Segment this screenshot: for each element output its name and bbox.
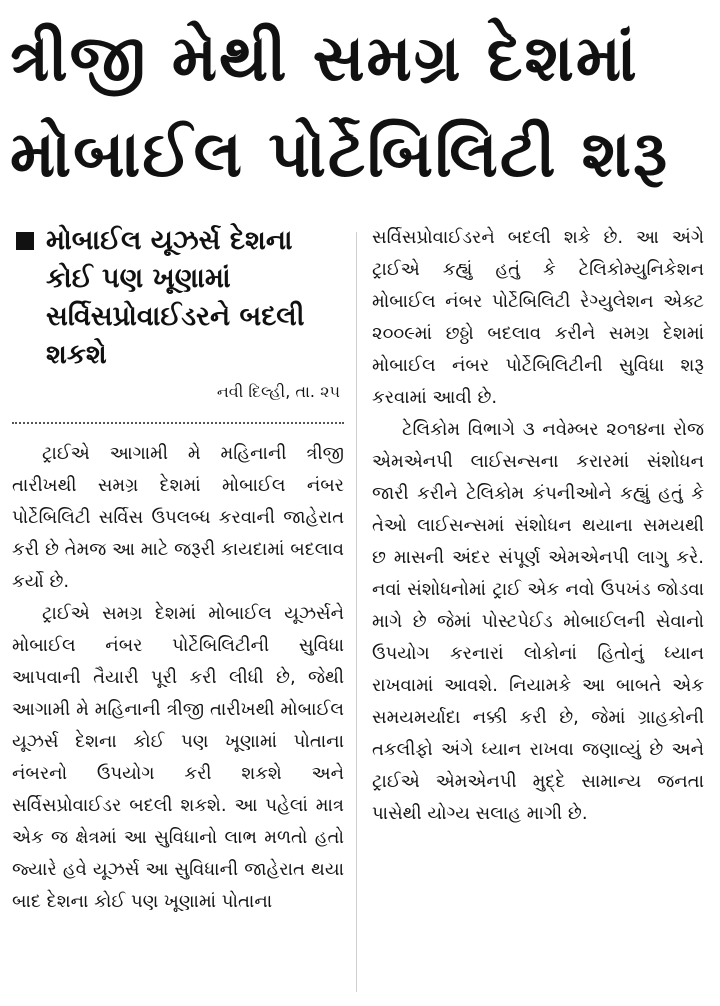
- subheading-block: [12, 222, 344, 374]
- headline-line-1: ત્રીજી મેથી સમગ્ર દેશમાં: [10, 22, 639, 96]
- article-paragraph: સર્વિસપ્રોવાઈડરને બદલી શકે છે. આ અંગે ટ્રાઈએ કહ્યું હતું કે ટેલિકોમ્યુનિકેશન મોબાઈલ નંબર પોર્ટેબિલિટી રેગ્યુલેશન એક્ટ ૨૦૦૯માં છઠ્ઠો બદલાવ કરીને સમગ્ર દેશમાં મોબાઈલ નંબર પોર્ટેબિલિટીની સુવિધા શરૂ કરવામાં આવી છે.: [372, 227, 704, 408]
- article-paragraph: ટેલિકોમ વિભાગે ૩ નવેમ્બર ૨૦૧૪ના રોજ એમએનપી લાઈસન્સના કરારમાં સંશોધન જારી કરીને ટેલિકોમ કંપનીઓને કહ્યું હતું કે તેઓ લાઈસન્સમાં સંશોધન થયાના સમયથી છ માસની અંદર સંપૂર્ણ એમએનપી લાગુ કરે. નવાં સંશોધનોમાં ટ્રાઈ એક નવો ઉપખંડ જોડવા માગે છે જેમાં પોસ્ટપેઈડ મોબાઈલની સેવાનો ઉપયોગ કરનારાં લોકોનાં હિતોનું ધ્યાન રાખવામાં આવશે. નિયામકે આ બાબતે એક સમયમર્યાદા નક્કી કરી છે, જેમાં ગ્રાહકોની તકલીફો અંગે ધ્યાન રાખવા જણાવ્યું છે અને ટ્રાઈએ એમએનપી મુદ્દે સામાન્ય જનતા પાસેથી યોગ્ય સલાહ માગી છે.: [372, 419, 704, 824]
- article-paragraph: ટ્રાઈએ સમગ્ર દેશમાં મોબાઈલ યૂઝર્સને મોબાઈલ નંબર પોર્ટેબિલિટીની સુવિધા આપવાની તૈયારી પૂરી કરી લીધી છે, જેથી આગામી મે મહિનાની ત્રીજી તારીખથી મોબાઈલ યૂઝર્સ દેશના કોઈ પણ ખૂણામાં પોતાના નંબરનો ઉપયોગ કરી શકશે અને સર્વિસપ્રોવાઈડર બદલી શકશે. આ પહેલાં માત્ર એક જ ક્ષેત્રમાં આ સુવિધાનો લાભ મળતો હતો જ્યારે હવે યૂઝર્સ આ સુવિધાની જાહેરાત થયા બાદ દેશના કોઈ પણ ખૂણામાં પોતાના: [12, 603, 344, 912]
- dateline: નવી દિલ્હી, તા. ૨૫: [216, 382, 340, 401]
- square-bullet-icon: [16, 232, 34, 250]
- article-paragraph: ટ્રાઈએ આગામી મે મહિનાની ત્રીજી તારીખથી સમગ્ર દેશમાં મોબાઈલ નંબર પોર્ટેબિલિટી સર્વિસ ઉપલબ્ધ કરવાની જાહેરાત કરી છે તેમજ આ માટે જરૂરી કાયદામાં બદલાવ કર્યો છે.: [12, 443, 344, 592]
- column-divider: [356, 232, 357, 992]
- right-column: [372, 222, 704, 830]
- dotted-separator: [12, 422, 344, 424]
- subheading: મોબાઈલ યૂઝર્સ દેશના કોઈ પણ ખૂણામાં સર્વિસપ્રોવાઈડરને બદલી શકશે: [46, 225, 305, 370]
- headline-line-2: મોબાઈલ પોર્ટેબિલિટી શરૂ: [10, 118, 670, 192]
- left-column: [12, 222, 344, 918]
